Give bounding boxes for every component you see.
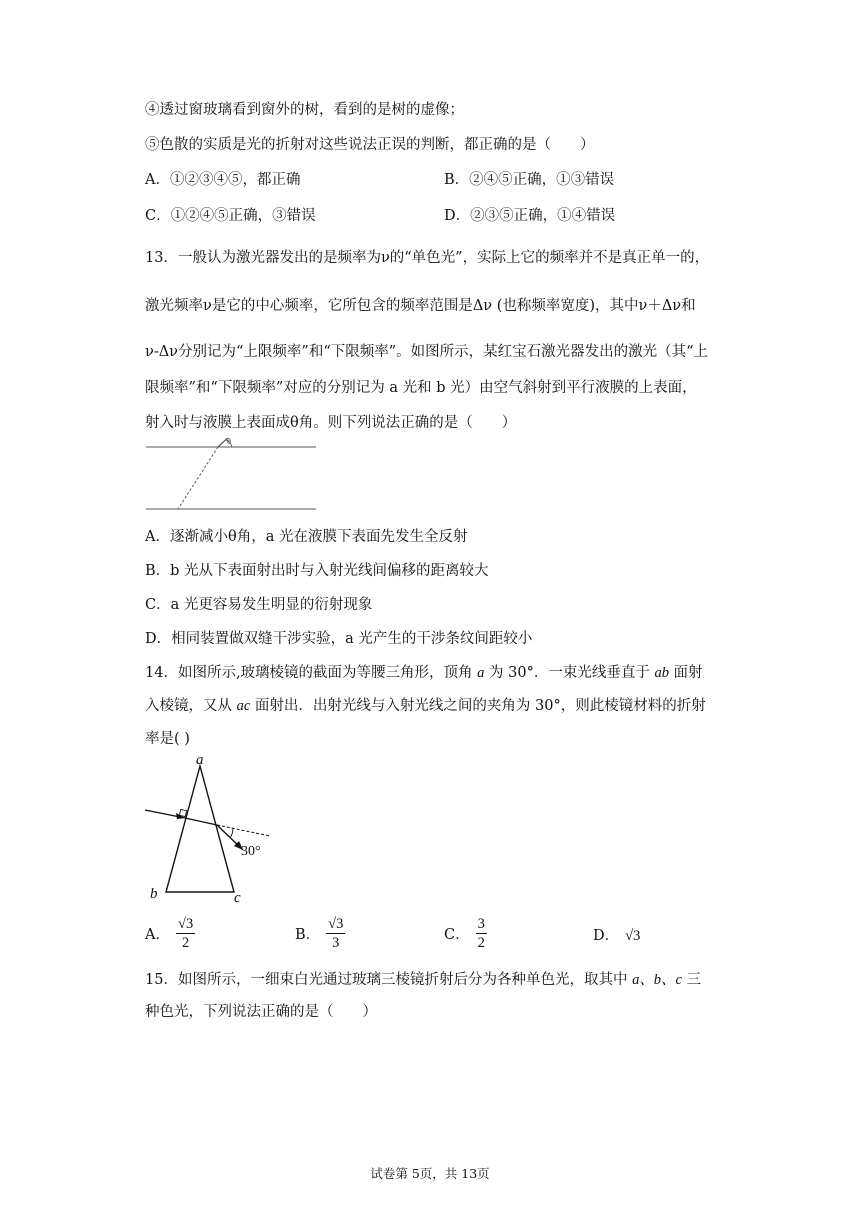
- q14-line-1: [145, 661, 703, 682]
- q14-option-b-denominator: 3: [332, 935, 340, 951]
- q14-option-c-numerator: 3: [477, 916, 485, 932]
- q14-option-c-denominator: 2: [477, 935, 485, 951]
- q14-option-c-fraction: [476, 915, 487, 952]
- refracted-ray: [178, 447, 218, 509]
- q14-line-2: [145, 694, 706, 715]
- theta-label: θ: [227, 438, 231, 446]
- q14-option-a: [145, 915, 195, 952]
- q14-option-c: [444, 915, 487, 952]
- q13-line-5: 射入时与液膜上表面成θ角。则下列说法正确的是（ ）: [145, 415, 517, 431]
- vertex-label-c: c: [234, 890, 241, 904]
- q14-option-b: [295, 915, 345, 952]
- page-footer: 试卷第 5页，共 13页: [370, 1166, 490, 1181]
- q14-option-d-value: √3: [625, 928, 641, 944]
- statement-item-5: ⑤色散的实质是光的折射对这些说法正误的判断，都正确的是（ ）: [145, 137, 595, 153]
- q14-option-d: [593, 924, 640, 945]
- q14-option-a-label: A．: [145, 927, 170, 943]
- q13-liquid-film-figure: [140, 438, 325, 518]
- q13-line-4: 限频率”和“下限频率”对应的分别记为 a 光和 b 光）由空气斜射到平行液膜的上表面，: [145, 380, 697, 396]
- q14-text-1a: 14．如图所示,玻璃棱镜的截面为等腰三角形，顶角: [145, 665, 478, 681]
- q13-option-d: D．相同装置做双缝干涉实验，a 光产生的干涉条纹间距较小: [145, 631, 533, 647]
- q13-line-1: 13．一般认为激光器发出的是频率为ν的“单色光”，实际上它的频率并不是真正单一的，: [145, 250, 710, 266]
- extended-dashed-line: [217, 825, 270, 836]
- q14-option-b-numerator: √3: [328, 916, 344, 932]
- q13-line-2: 激光频率ν是它的中心频率，它所包含的频率范围是Δν (也称频率宽度)，其中ν＋Δν和: [145, 298, 696, 314]
- q12-option-b: B．②④⑤正确，①③错误: [444, 172, 615, 188]
- angle-arc: [230, 828, 233, 838]
- q14-text-2b: 面射出．出射光线与入射光线之间的夹角为 30°，则此棱镜材料的折射: [250, 698, 706, 714]
- q14-option-a-numerator: √3: [177, 916, 194, 932]
- q14-option-a-denominator: 2: [181, 935, 190, 951]
- vertex-label-a: a: [196, 752, 204, 768]
- q14-text-1b: 为 30°．一束光线垂直于: [484, 665, 655, 681]
- q14-var-ab: ab: [654, 665, 669, 681]
- angle-label-30: 30°: [241, 844, 261, 859]
- q14-line-3: 率是( ): [145, 731, 190, 747]
- q15-line-1: [145, 968, 701, 989]
- q14-text-1c: 面射: [668, 665, 703, 681]
- q14-option-b-label: B．: [295, 927, 321, 943]
- q15-text-1a: 15．如图所示，一细束白光通过玻璃三棱镜折射后分为各种单色光，取其中: [145, 972, 633, 988]
- q12-option-d: D．②③⑤正确，①④错误: [444, 208, 616, 224]
- q14-var-a: a: [477, 665, 485, 681]
- q13-line-3: ν-Δν分别记为“上限频率”和“下限频率”。如图所示，某红宝石激光器发出的激光（其“上: [145, 344, 709, 360]
- right-angle-mark: [179, 809, 186, 816]
- ray-inside-prism: [185, 818, 217, 825]
- q13-option-b: B．b 光从下表面射出时与入射光线间偏移的距离较大: [145, 563, 489, 579]
- q13-option-a: A．逐渐减小θ角，a 光在液膜下表面先发生全反射: [145, 529, 468, 545]
- q14-text-2a: 入棱镜，又从: [145, 698, 237, 714]
- q12-option-c: C．①②④⑤正确，③错误: [145, 208, 316, 224]
- vertex-label-b: b: [150, 886, 158, 902]
- q14-option-b-fraction: [326, 915, 345, 952]
- q12-option-a: A．①②③④⑤，都正确: [145, 172, 301, 188]
- q15-vars-abc: a、b、c: [632, 972, 682, 988]
- q14-option-c-label: C．: [444, 927, 470, 943]
- q14-option-a-fraction: [176, 915, 195, 952]
- q14-prism-figure: [140, 752, 280, 904]
- statement-item-4: ④透过窗玻璃看到窗外的树，看到的是树的虚像；: [145, 102, 464, 118]
- prism-outline: [166, 766, 234, 892]
- q14-option-d-label: D．: [593, 928, 620, 944]
- q15-text-1b: 三: [682, 972, 702, 988]
- q13-option-c: C．a 光更容易发生明显的衍射现象: [145, 597, 373, 613]
- q14-var-ac: ac: [236, 698, 251, 714]
- q15-line-2: 种色光，下列说法正确的是（ ）: [145, 1004, 377, 1020]
